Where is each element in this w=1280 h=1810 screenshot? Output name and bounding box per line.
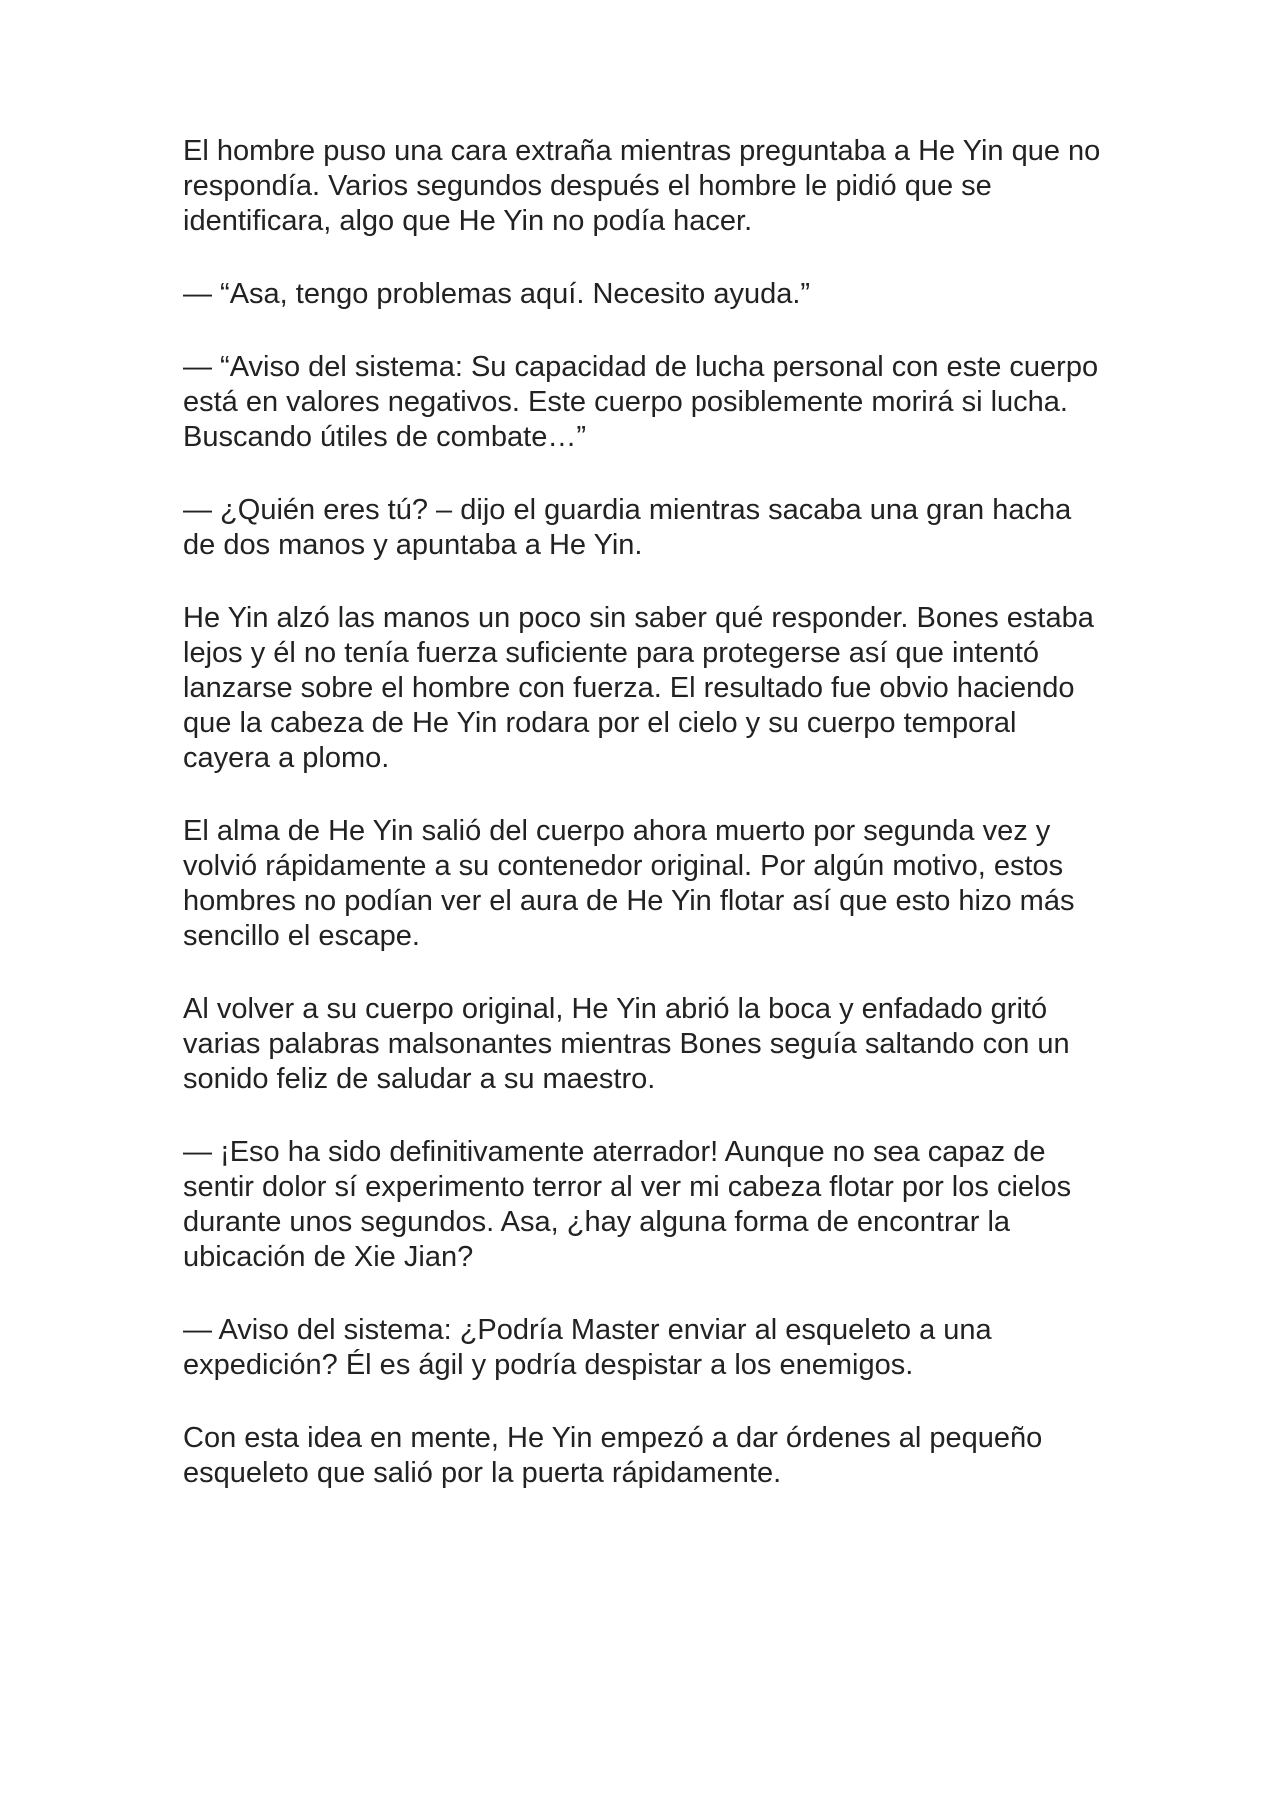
- document-body: [183, 134, 1103, 1529]
- paragraph: — ¡Eso ha sido definitivamente aterrador! Aunque no sea capaz de sentir dolor sí experimento terror al ver mi cabeza flotar por los cielos durante unos segundos. Asa, ¿hay alguna forma de encontrar la ubicación de Xie Jian?: [183, 1136, 1072, 1273]
- paragraph: — “Asa, tengo problemas aquí. Necesito ayuda.”: [183, 278, 811, 310]
- paragraph: — “Aviso del sistema: Su capacidad de lucha personal con este cuerpo está en valores negativos. Este cuerpo posiblemente morirá si lucha. Buscando útiles de combate…”: [183, 351, 1099, 453]
- paragraph: — Aviso del sistema: ¿Podría Master enviar al esqueleto a una expedición? Él es ágil y podría despistar a los enemigos.: [183, 1314, 992, 1381]
- paragraph: El alma de He Yin salió del cuerpo ahora muerto por segunda vez y volvió rápidamente a su contenedor original. Por algún motivo, estos hombres no podían ver el aura de He Yin flotar así que esto hizo más sencillo el escape.: [183, 815, 1075, 952]
- paragraph: — ¿Quién eres tú? – dijo el guardia mientras sacaba una gran hacha de dos manos y apuntaba a He Yin.: [183, 494, 1072, 561]
- paragraph: Con esta idea en mente, He Yin empezó a dar órdenes al pequeño esqueleto que salió por la puerta rápidamente.: [183, 1422, 1043, 1489]
- paragraph: Al volver a su cuerpo original, He Yin abrió la boca y enfadado gritó varias palabras malsonantes mientras Bones seguía saltando con un sonido feliz de saludar a su maestro.: [183, 993, 1070, 1095]
- paragraph: He Yin alzó las manos un poco sin saber qué responder. Bones estaba lejos y él no tenía fuerza suficiente para protegerse así que intentó lanzarse sobre el hombre con fuerza. El resultado fue obvio haciendo que la cabeza de He Yin rodara por el cielo y su cuerpo temporal cayera a plomo.: [183, 602, 1094, 774]
- paragraph: El hombre puso una cara extraña mientras preguntaba a He Yin que no respondía. Varios segundos después el hombre le pidió que se identificara, algo que He Yin no podía hacer.: [183, 135, 1101, 237]
